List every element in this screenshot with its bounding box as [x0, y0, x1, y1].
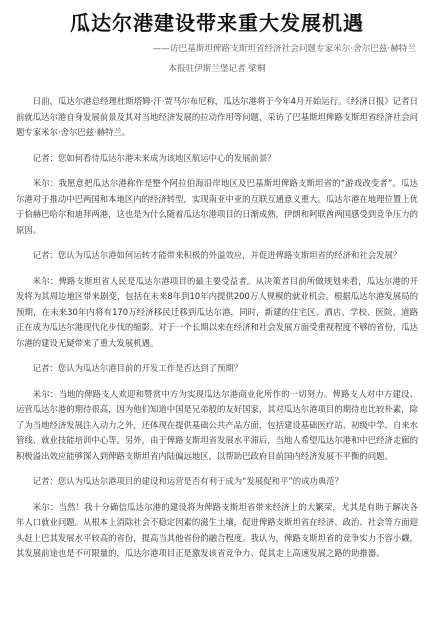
- answer-paragraph: 米尔：当地的俾路支人欢迎和赞赏中方为实现瓜达尔港商业化所作的一切努力。俾路支人对中方建设、运营瓜达尔港的期待很高，因为他们知道中国是兄弟般的友好国家，其对瓜达尔港项目的期待也比较朴素，除了为当地经济发展注入动力之外，还体现在提供基础公共产品方面，包括建设基础医疗站、初级中学、自来水管线、就业技能培训中心等。另外，由于俾路支斯坦省发展水平滞后，当地人希望瓜达尔港和中巴经济走廊的积极溢出效应能够深入到俾路支斯坦省内陆偏远地区，以帮助巴政府目前国内经济发展不平衡的问题。: [16, 388, 418, 461]
- question-paragraph: 记者：您认为瓜达尔港如何运转才能带来积极的外溢效应，并促进俾路支斯坦省的经济和社会发展？: [32, 250, 402, 260]
- question-paragraph: 记者：您认为瓜达尔港目前的开发工作是否达到了预期？: [32, 363, 243, 373]
- article-body: [16, 94, 418, 562]
- article-byline: 本报驻伊斯兰堡记者 梁桐: [168, 64, 266, 74]
- article-title: 瓜达尔港建设带来重大发展机遇: [70, 11, 364, 35]
- question-paragraph: 记者：您认为瓜达尔港项目的建设和运营是否有利于成为“发展促和平”的成功典范？: [32, 476, 343, 486]
- intro-paragraph: 日前，瓜达尔港总经理杜斯塔姆·汗·贾马尔布尼称，瓜达尔港将于今年4月开始运行。《经济日报》记者日前就瓜达尔港自身发展前景及其对当地经济发展的拉动作用等问题，采访了巴基斯坦俾路支斯坦省经济社会问题专家米尔·舍尔巴兹·赫特兰。: [16, 96, 418, 137]
- answer-paragraph: 米尔：当然！我十分确信瓜达尔港的建设将为俾路支斯坦省带来经济上的大繁荣，尤其是有助于解决各年人口就业问题。从根本上消除社会不稳定因素的滋生土壤，促进俾路支斯坦省在经济、政治、社会等方面迎头赶上巴其发展水平较高的省份，提高当其他省份的融合程度。我认为，俾路支斯坦省的竞争实力不容小觑，其发展前途也是不可限量的，瓜达尔港项目正是激发该省竞争力、促其走上高速发展之路的助推器。: [16, 501, 418, 558]
- question-paragraph: 记者：您如何看待瓜达尔港未来成为该地区航运中心的发展前景？: [32, 152, 276, 163]
- answer-paragraph: 米尔：俾路支斯坦省人民是瓜达尔港项目的最主要受益者。从决策者目前所做规划来看，瓜达尔港的开发将为其周边地区带来剧变，包括在未来8年到10年内提供200万人规模的就业机会。根据瓜达尔港发展局的预期，在未来30年内将有170万经济移民迁移到瓜达尔港，同时，新建的住宅区、酒店、学校、医院、道路正在成为瓜达尔港现代化步伐的缩影。对于一个长期以来在经济和社会发展方面受重视程度不够的省份，瓜达尔港的建设无疑带来了重大发展机遇。: [16, 275, 418, 348]
- answer-paragraph: 米尔：我愿意把瓜达尔港称作是整个阿拉伯海沿岸地区及巴基斯坦俾路支斯坦省的“游戏改变者”。瓜达尔港对于推动中巴两国和本地区内的经济转型，实现南亚中亚的互联互通意义重大。瓜达尔港在地理位置上优于恰赫巴哈尔和迪拜两港，这也是为什么随着瓜达尔港项目的日渐成熟，伊朗和阿联酋两国感受到竞争压力的原因。: [16, 178, 418, 235]
- article-subtitle: ——访巴基斯坦俾路支斯坦省经济社会问题专家米尔·舍尔巴兹·赫特兰: [152, 44, 416, 54]
